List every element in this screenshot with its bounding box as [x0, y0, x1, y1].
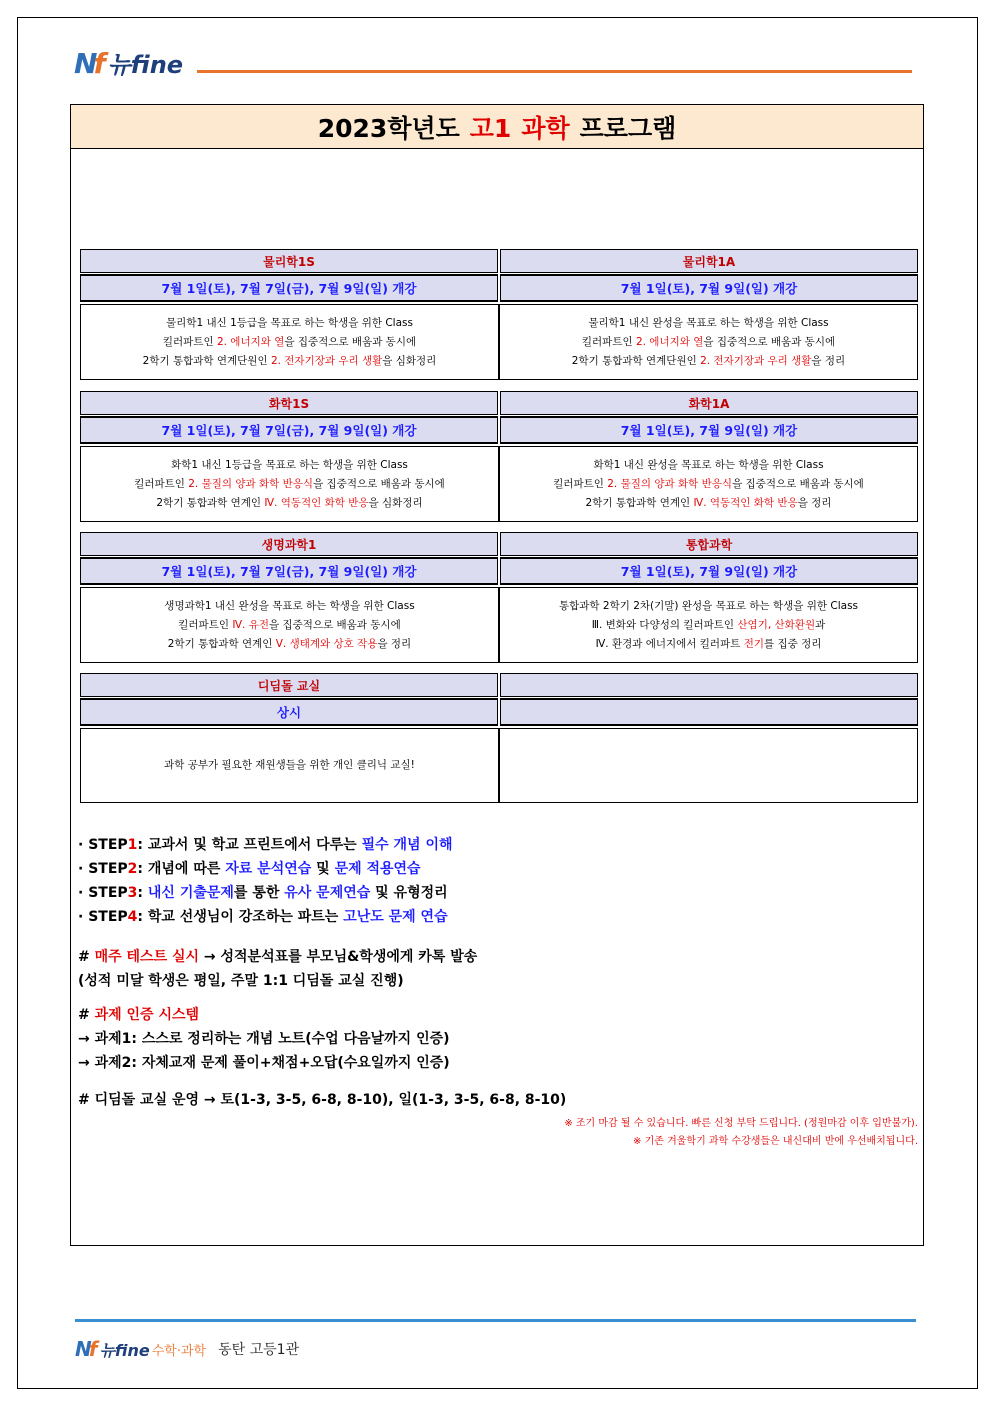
highlight-text: 전기: [743, 637, 764, 650]
course-date: 7월 1일(토), 7월 9일(일) 개강: [500, 274, 918, 302]
plain-text: 물리학1 내신 완성을 목표로 하는 학생을 위한 Class: [588, 316, 829, 329]
step-text-segment: #: [78, 1007, 95, 1023]
highlight-text: Ⅳ. 유전: [232, 618, 269, 631]
description-line: [156, 494, 422, 513]
step-text-segment: 유사 문제연습: [284, 885, 371, 901]
plain-text: 과학 공부가 필요한 재원생들을 위한 개인 클리닉 교실!: [164, 759, 415, 771]
description-line: [163, 333, 416, 352]
plain-text: 을 정리: [811, 354, 846, 367]
step-text-segment: · STEP: [78, 861, 128, 877]
step-text-segment: · STEP: [78, 909, 128, 925]
plain-text: 2학기 통합과학 연계인: [167, 637, 276, 650]
step-text-segment: 및: [311, 861, 335, 877]
plain-text: 킬러파트인: [581, 335, 636, 348]
description-line: [166, 314, 413, 333]
plain-text: 을 집중적으로 배움과 동시에: [703, 335, 836, 348]
plain-text: 를 집중 정리: [764, 637, 822, 650]
course-name: 화학1A: [500, 391, 918, 415]
course-description: [80, 446, 499, 522]
step-text-segment: 2: [127, 861, 138, 877]
step-text-segment: 매주 테스트 실시: [94, 949, 200, 965]
description-line: [572, 352, 845, 371]
step-text-segment: · STEP: [78, 885, 128, 901]
course-name: 물리학1S: [80, 249, 498, 273]
course-description: [499, 446, 918, 522]
course-date: [500, 698, 918, 726]
notice-priority: ※ 기존 겨울학기 과학 수강생들은 내신대비 반에 우선배치됩니다.: [633, 1136, 918, 1147]
highlight-text: 2. 에너지와 열: [216, 335, 285, 348]
footer-logo-n: N: [75, 1337, 89, 1361]
highlight-text: Ⅴ. 생태계와 상호 작용: [275, 637, 378, 650]
plain-text: 2학기 통합과학 연계단원인: [571, 354, 701, 367]
course-name: 디딤돌 교실: [80, 673, 498, 697]
footer-subject: 수학·과학: [151, 1343, 207, 1359]
footer-logo-text: 뉴fine: [99, 1340, 150, 1360]
plain-text: 킬러파트인: [178, 618, 233, 631]
highlight-text: Ⅳ. 역동적인 화학 반응: [264, 496, 369, 509]
course-description: [499, 728, 918, 803]
description-line: [168, 635, 411, 654]
plain-text: 2학기 통합과학 연계단원인: [142, 354, 271, 367]
step-1: [78, 834, 453, 854]
plain-text: 을 집중적으로 배움과 동시에: [284, 335, 417, 348]
plain-text: 을 집중적으로 배움과 동시에: [732, 477, 864, 490]
plain-text: 물리학1 내신 1등급을 목표로 하는 학생을 위한 Class: [166, 316, 413, 329]
course-description: [80, 587, 499, 663]
course-description: [80, 304, 499, 380]
step-text-segment: 자료 분석연습: [225, 861, 312, 877]
clinic-schedule: # 디딤돌 교실 운영 → 토(1-3, 3-5, 6-8, 8-10), 일(1-3, 3-5, 6-8, 8-10): [78, 1092, 567, 1108]
course-date: 7월 1일(토), 7월 7일(금), 7월 9일(일) 개강: [80, 274, 498, 302]
step-text-segment: · STEP: [78, 837, 128, 853]
plain-text: 을 집중적으로 배움과 동시에: [313, 477, 445, 490]
step-text-segment: #: [78, 949, 95, 965]
course-description: [499, 587, 918, 663]
plain-text: Ⅲ. 변화와 다양성의 킬러파트인: [591, 618, 738, 631]
description-line: [596, 635, 822, 654]
title-subject: 과학: [521, 113, 570, 143]
step-text-segment: : 학교 선생님이 강조하는 파트는: [137, 909, 344, 925]
step-text-segment: : 개념에 따른: [137, 861, 226, 877]
test-notice: [78, 946, 477, 966]
step-3: [78, 882, 448, 902]
plain-text: 화학1 내신 완성을 목표로 하는 학생을 위한 Class: [593, 458, 824, 471]
highlight-text: 2. 물질의 양과 화학 반응식: [607, 477, 733, 490]
logo-text: 뉴fine: [107, 51, 184, 79]
footer-divider: [75, 1319, 916, 1322]
plain-text: 킬러파트인: [162, 335, 217, 348]
title-program: 프로그램: [579, 113, 677, 143]
description-line: [143, 352, 437, 371]
course-name: 생명과학1: [80, 532, 498, 556]
plain-text: Ⅳ. 환경과 에너지에서 킬러파트: [595, 637, 744, 650]
notice-early-close: ※ 조기 마감 될 수 있습니다. 빠른 신청 부탁 드립니다. (정원마감 이후 입반불가).: [564, 1118, 918, 1129]
logo-n: N: [74, 47, 94, 80]
course-date: 7월 1일(토), 7월 9일(일) 개강: [500, 416, 918, 444]
plain-text: 을 심화정리: [368, 496, 423, 509]
description-line: [592, 616, 826, 635]
step-text-segment: 필수 개념 이해: [361, 837, 453, 853]
course-name: 물리학1A: [500, 249, 918, 273]
step-text-segment: → 성적분석표를 부모님&학생에게 카톡 발송: [199, 949, 478, 965]
course-date: 7월 1일(토), 7월 9일(일) 개강: [500, 557, 918, 585]
course-row: [80, 249, 918, 379]
step-text-segment: 를 통한: [233, 885, 285, 901]
course-description: [499, 304, 918, 380]
course-date: 상시: [80, 698, 498, 726]
course-date: 7월 1일(토), 7월 7일(금), 7월 9일(일) 개강: [80, 416, 498, 444]
step-4: [78, 906, 448, 926]
step-text-segment: 4: [127, 909, 138, 925]
description-line: [164, 756, 415, 775]
description-line: [593, 456, 823, 475]
logo-f: f: [93, 47, 106, 80]
plain-text: 2학기 통합과학 연계인: [156, 496, 265, 509]
plain-text: 통합과학 2학기 2차(기말) 완성을 목표로 하는 학생을 위한 Class: [558, 599, 859, 612]
footer-logo-f: f: [88, 1337, 98, 1361]
plain-text: 킬러파트인: [134, 477, 189, 490]
description-line: [171, 456, 408, 475]
footer-logo: [75, 1337, 299, 1361]
plain-text: 과: [815, 618, 826, 631]
highlight-text: 2. 전자기장과 우리 생활: [270, 354, 383, 367]
header-divider: [197, 70, 912, 73]
brand-logo: [74, 47, 184, 80]
course-description: [80, 728, 499, 803]
step-text-segment: 내신 기출문제: [147, 885, 234, 901]
step-text-segment: 과제 인증 시스템: [94, 1007, 200, 1023]
highlight-text: Ⅳ. 역동적인 화학 반응: [693, 496, 798, 509]
highlight-text: 2. 에너지와 열: [635, 335, 704, 348]
course-row: [80, 673, 918, 803]
description-line: [582, 333, 835, 352]
description-line: [178, 616, 400, 635]
test-notice-sub: (성적 미달 학생은 평일, 주말 1:1 디딤돌 교실 진행): [78, 973, 404, 989]
course-row: [80, 391, 918, 521]
course-name: [500, 673, 918, 697]
description-line: [134, 475, 445, 494]
step-2: [78, 858, 421, 878]
footer-location: 동탄 고등1관: [218, 1342, 300, 1358]
highlight-text: 산염기, 산화환원: [737, 618, 816, 631]
step-text-segment: 문제 적용연습: [334, 861, 421, 877]
step-text-segment: 3: [127, 885, 138, 901]
step-text-segment: : 교과서 및 학교 프린트에서 다루는: [137, 837, 362, 853]
step-text-segment: 고난도 문제 연습: [343, 909, 448, 925]
title-grade: 고1: [469, 113, 512, 143]
plain-text: 생명과학1 내신 완성을 목표로 하는 학생을 위한 Class: [164, 599, 415, 612]
page-title: [71, 105, 923, 149]
step-text-segment: 및 유형정리: [370, 885, 448, 901]
plain-text: 킬러파트인: [553, 477, 608, 490]
homework-item-2: → 과제2: 자체교재 문제 풀이+채점+오답(수요일까지 인증): [78, 1055, 450, 1071]
step-text-segment: :: [137, 885, 148, 901]
course-row: [80, 532, 918, 662]
description-line: [553, 475, 864, 494]
plain-text: 2학기 통합과학 연계인: [585, 496, 694, 509]
course-name: 통합과학: [500, 532, 918, 556]
plain-text: 을 집중적으로 배움과 동시에: [268, 618, 401, 631]
title-year: 2023학년도: [317, 113, 460, 143]
course-name: 화학1S: [80, 391, 498, 415]
step-text-segment: 1: [127, 837, 138, 853]
highlight-text: 2. 물질의 양과 화학 반응식: [188, 477, 314, 490]
plain-text: 을 정리: [797, 496, 832, 509]
description-line: [164, 597, 414, 616]
course-date: 7월 1일(토), 7월 7일(금), 7월 9일(일) 개강: [80, 557, 498, 585]
highlight-text: 2. 전자기장과 우리 생활: [700, 354, 812, 367]
plain-text: 을 심화정리: [382, 354, 437, 367]
homework-title: [78, 1004, 199, 1024]
homework-item-1: → 과제1: 스스로 정리하는 개념 노트(수업 다음날까지 인증): [78, 1031, 450, 1047]
description-line: [559, 597, 858, 616]
description-line: [586, 494, 832, 513]
description-line: [588, 314, 828, 333]
plain-text: 화학1 내신 1등급을 목표로 하는 학생을 위한 Class: [171, 458, 408, 471]
plain-text: 을 정리: [377, 637, 412, 650]
